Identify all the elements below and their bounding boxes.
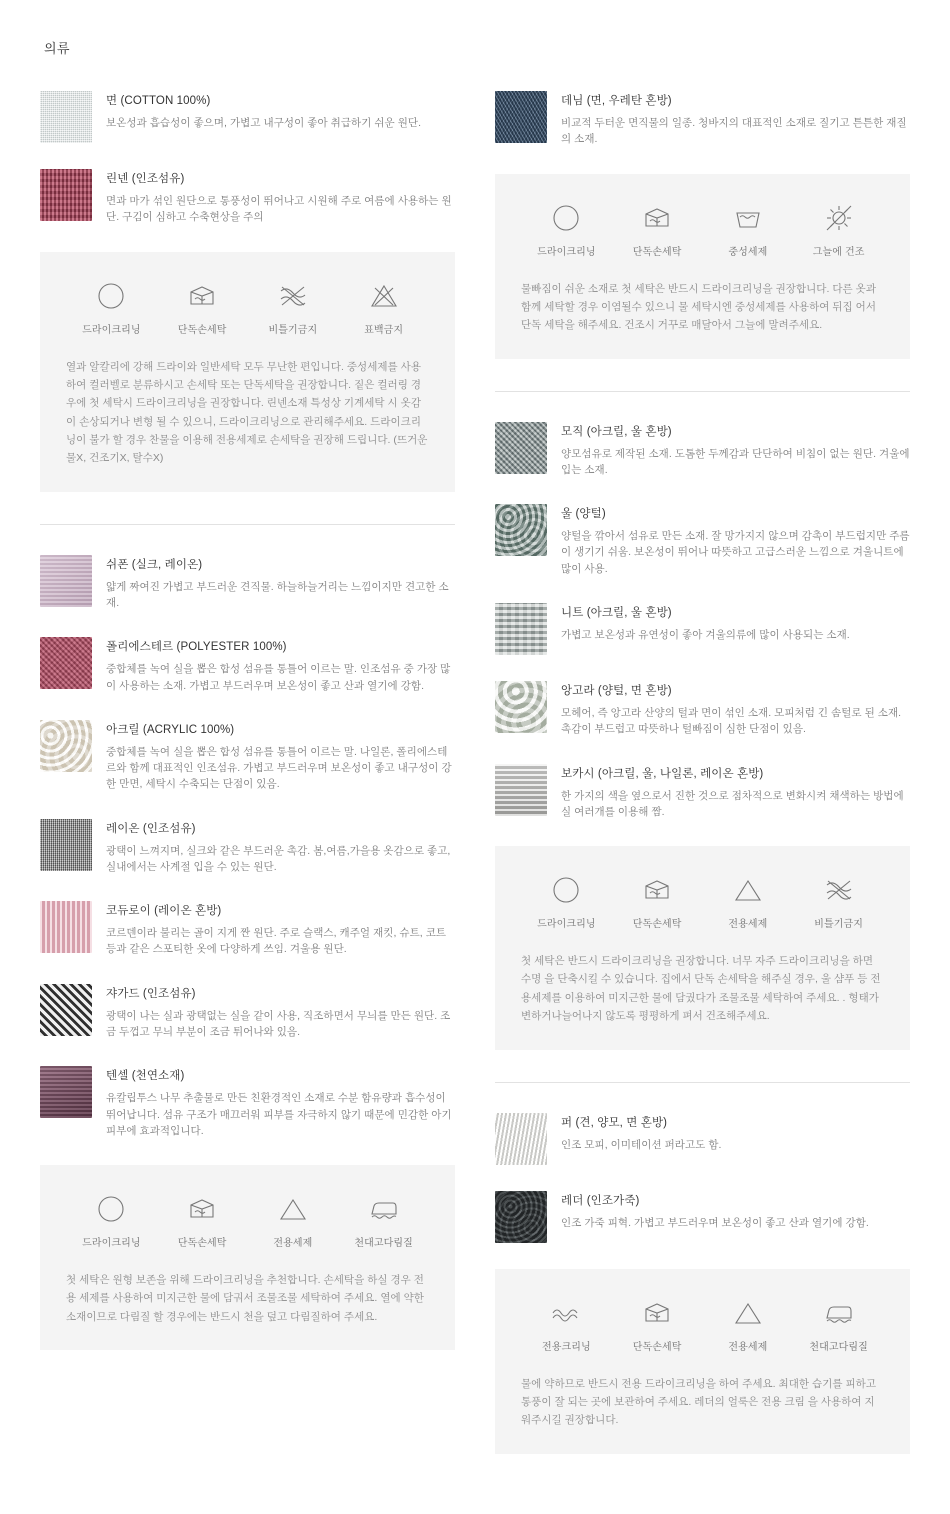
fabric-name: 폴리에스테르 (POLYESTER 100%) bbox=[106, 641, 287, 654]
care-icon-dry-clean bbox=[526, 872, 606, 930]
care-icon-label: 단독손세탁 bbox=[632, 246, 682, 258]
care-icon-dry-clean bbox=[71, 278, 151, 336]
care-icon-label: 표백금지 bbox=[364, 324, 404, 336]
care-panel-denim bbox=[495, 174, 910, 359]
care-icon-iron-with-cloth bbox=[344, 1191, 424, 1249]
shade-dry-icon bbox=[799, 200, 879, 236]
fabric-entry-tencel bbox=[40, 1066, 455, 1139]
swatch-rayon bbox=[40, 819, 92, 871]
hand-wash-icon bbox=[162, 1191, 242, 1227]
swatch-leather bbox=[495, 1191, 547, 1243]
care-icon-row bbox=[521, 1295, 884, 1353]
care-icon-label: 비틀기금지 bbox=[814, 919, 864, 931]
care-icon-no-bleach bbox=[344, 278, 424, 336]
swatch-bokashi bbox=[495, 764, 547, 816]
swatch-cotton bbox=[40, 91, 92, 143]
fabric-desc: 광택이 나는 실과 광택없는 실을 같이 사용, 직조하면서 무늬를 만든 원단. 조금 두껍고 무늬 부분이 조금 튀어나와 있음. bbox=[106, 1009, 451, 1038]
fabric-name: 텐셀 (천연소재) bbox=[106, 1070, 185, 1083]
fabric-desc: 모헤어, 즉 앙고라 산양의 털과 면이 섞인 소재. 모피처럼 긴 솜털로 된 소재. 촉감이 부드럽고 따뜻하나 털빠짐이 심한 단점이 있음. bbox=[561, 706, 902, 736]
neutral-detergent-icon bbox=[708, 200, 788, 236]
iron-with-cloth-icon bbox=[344, 1191, 424, 1227]
care-icon-label: 드라이크리닝 bbox=[82, 1238, 141, 1250]
fabric-desc: 인조 가죽 피혁. 가볍고 부드러우며 보온성이 좋고 산과 열기에 강함. bbox=[561, 1216, 869, 1229]
special-detergent-icon bbox=[708, 1295, 788, 1331]
page-title: 의류 bbox=[44, 41, 71, 56]
section-divider bbox=[495, 1082, 910, 1083]
care-icon-label: 드라이크리닝 bbox=[537, 246, 596, 258]
care-icon-hand-wash bbox=[617, 200, 697, 258]
care-panel-leather bbox=[495, 1269, 910, 1454]
fabric-desc: 가볍고 보온성과 유연성이 좋아 겨울의류에 많이 사용되는 소재. bbox=[561, 628, 850, 641]
care-icon-special-cleaning bbox=[526, 1295, 606, 1353]
dry-clean-icon bbox=[526, 200, 606, 236]
hand-wash-icon bbox=[617, 872, 697, 908]
care-panel-cotton-linen bbox=[40, 252, 455, 492]
care-icon-dry-clean bbox=[526, 200, 606, 258]
care-note: 열과 알칼리에 강해 드라이와 일반세탁 모두 무난한 편입니다. 중성세제를 사용하여 컬러벨로 분류하시고 손세탁 또는 단독세탁을 권장합니다. 짙은 컬러링 경우에 첫 세탁시 드라이크리닝을 권장합니다. 린넨소재 특성상 기계세탁 시 옷감이 손상되거나 변형 될 수 있으니, 드라이크리닝으로 관리해주세요. 드라이크리닝이 불가 할 경우 찬물을 이용해 전용세제로 손세탁을 권장해 드립니다. (뜨거운물X, 건조기X, 탈수X) bbox=[66, 360, 428, 465]
fabric-desc: 광택이 느껴지며, 실크와 같은 부드러운 촉감. 봄,여름,가을용 옷감으로 좋고, 실내에서는 사계절 입을 수 있는 원단. bbox=[106, 844, 451, 873]
swatch-linen bbox=[40, 169, 92, 221]
care-icon-neutral-detergent bbox=[708, 200, 788, 258]
hand-wash-icon bbox=[617, 1295, 697, 1331]
fabric-name: 데님 (면, 우레탄 혼방) bbox=[561, 95, 672, 107]
special-detergent-icon bbox=[708, 872, 788, 908]
care-icon-hand-wash bbox=[617, 872, 697, 930]
care-icon-special-detergent bbox=[708, 872, 788, 930]
care-icon-special-detergent bbox=[253, 1191, 333, 1249]
dry-clean-icon bbox=[71, 1191, 151, 1227]
fabric-name: 퍼 (견, 양모, 면 혼방) bbox=[561, 1116, 668, 1129]
care-icon-label: 천대고다림질 bbox=[354, 1238, 413, 1250]
fabric-desc: 얇게 짜여진 가볍고 부드러운 견직물. 하늘하늘거리는 느낌이지만 견고한 소재. bbox=[106, 580, 449, 610]
fabric-name: 니트 (아크릴, 울 혼방) bbox=[561, 606, 672, 619]
fabric-desc: 중합체를 녹여 실을 뽑은 합성 섬유를 통틀어 이르는 말. 나일론, 폴리에스테르와 함께 대표적인 인조섬유. 가볍고 부드러우며 보온성이 좋고 내구성이 강한 만면, 세탁시 수축되는 단점이 있음. bbox=[106, 745, 452, 791]
fabric-name: 쟈가드 (인조섬유) bbox=[106, 987, 196, 1000]
special-detergent-icon bbox=[253, 1191, 333, 1227]
fabric-entry-linen bbox=[40, 169, 455, 226]
fabric-name: 울 (양털) bbox=[561, 508, 606, 521]
fabric-name: 레더 (인조가죽) bbox=[561, 1194, 640, 1207]
care-icon-label: 드라이크리닝 bbox=[82, 324, 141, 336]
fabric-entry-wool bbox=[495, 504, 910, 577]
fabric-desc: 유칼립투스 나무 추출물로 만든 친환경적인 소재로 수분 함유량과 흡수성이 뛰어납니다. 섬유 구조가 매끄러워 피부를 자극하지 않기 때문에 민감한 아기 피부에 효과적입니다. bbox=[106, 1092, 452, 1137]
care-note: 첫 세탁은 원형 보존을 위해 드라이크리닝을 추천합니다. 손세탁을 하실 경우 전용 세제를 사용하여 미지근한 물에 담궈서 조물조물 세탁하여 주세요. 열에 약한 소재이므로 다림질 할 경우에는 반드시 천을 덮고 다림질하여 주세요. bbox=[66, 1274, 424, 1323]
care-icon-label: 단독손세탁 bbox=[632, 919, 682, 931]
hand-wash-icon bbox=[162, 278, 242, 314]
care-icon-no-twist bbox=[799, 872, 879, 930]
care-icon-label: 중성세제 bbox=[728, 246, 768, 258]
care-icon-label: 비틀기금지 bbox=[268, 324, 318, 336]
care-icon-label: 천대고다림질 bbox=[809, 1341, 868, 1353]
care-icon-row bbox=[521, 200, 884, 258]
fabric-entry-corduroy bbox=[40, 901, 455, 958]
fabric-desc: 인조 모피, 이미테이션 퍼라고도 함. bbox=[561, 1138, 722, 1151]
fabric-desc: 양털을 깎아서 섬유로 만든 소재. 잘 망가지지 않으며 감촉이 부드럽지만 주름이 생기기 쉬움. 보온성이 뛰어나 따뜻하고 고급스러운 느낌으로 겨울니트에 많이 사용. bbox=[561, 530, 910, 575]
care-icon-hand-wash bbox=[162, 278, 242, 336]
care-panel-wool bbox=[495, 846, 910, 1050]
care-icon-hand-wash bbox=[617, 1295, 697, 1353]
care-icon-shade-dry bbox=[799, 200, 879, 258]
fabric-entry-cotton bbox=[40, 91, 455, 143]
care-note: 첫 세탁은 반드시 드라이크리닝을 권장합니다. 너무 자주 드라이크리닝을 하면 수명 을 단축시킬 수 있습니다. 집에서 단독 손세탁을 해주실 경우, 울 샴푸 등 전용세제를 이용하여 미지근한 물에 담궜다가 조물조물 세탁하여 주세요. . 형태가 변하거나늘어나지 않도록 평평하게 펴서 건조해주세요. bbox=[521, 955, 881, 1023]
dry-clean-icon bbox=[526, 872, 606, 908]
swatch-chiffon bbox=[40, 555, 92, 607]
no-twist-icon bbox=[253, 278, 333, 314]
care-icon-label: 단독손세탁 bbox=[177, 1238, 227, 1250]
section-divider bbox=[40, 524, 455, 525]
swatch-wool bbox=[495, 504, 547, 556]
care-icon-dry-clean bbox=[71, 1191, 151, 1249]
dry-clean-icon bbox=[71, 278, 151, 314]
care-icon-special-detergent bbox=[708, 1295, 788, 1353]
care-icon-label: 드라이크리닝 bbox=[537, 919, 596, 931]
swatch-tencel bbox=[40, 1066, 92, 1118]
fabric-name: 면 (COTTON 100%) bbox=[106, 95, 211, 107]
care-icon-no-twist bbox=[253, 278, 333, 336]
care-icon-iron-with-cloth bbox=[799, 1295, 879, 1353]
fabric-entry-wool-fabric bbox=[495, 422, 910, 479]
care-panel-synthetic bbox=[40, 1165, 455, 1350]
care-icon-label: 단독손세탁 bbox=[632, 1341, 682, 1353]
fabric-entry-knit bbox=[495, 603, 910, 655]
care-icon-label: 그늘에 건조 bbox=[812, 246, 865, 258]
fabric-desc: 코르덴이라 불리는 골이 지게 짠 원단. 주로 슬랙스, 캐주얼 재킷, 슈트, 코트 등과 같은 스포티한 옷에 다양하게 쓰임. 겨울용 원단. bbox=[106, 927, 447, 956]
care-icon-label: 전용세제 bbox=[728, 919, 768, 931]
fabric-name: 쉬폰 (실크, 레이온) bbox=[106, 558, 203, 571]
swatch-fur bbox=[495, 1113, 547, 1165]
fabric-entry-polyester bbox=[40, 637, 455, 694]
no-bleach-icon bbox=[344, 278, 424, 314]
no-twist-icon bbox=[799, 872, 879, 908]
hand-wash-icon bbox=[617, 200, 697, 236]
care-icon-row bbox=[521, 872, 884, 930]
iron-with-cloth-icon bbox=[799, 1295, 879, 1331]
fabric-entry-chiffon bbox=[40, 555, 455, 612]
swatch-wool-fabric bbox=[495, 422, 547, 474]
swatch-denim bbox=[495, 91, 547, 143]
fabric-entry-leather bbox=[495, 1191, 910, 1243]
care-icon-label: 전용크리닝 bbox=[541, 1341, 591, 1353]
swatch-corduroy bbox=[40, 901, 92, 953]
fabric-desc: 한 가지의 색을 옆으로서 진한 것으로 점차적으로 변화시켜 채색하는 방법에 실 여러개를 이용해 짬. bbox=[561, 789, 904, 818]
fabric-entry-acrylic bbox=[40, 720, 455, 793]
fabric-desc: 중합체를 녹여 실을 뽑은 합성 섬유를 통틀어 이르는 말. 인조섬유 중 가장 많이 사용하는 소재. 가볍고 부드러우며 보온성이 좋고 산과 열기에 강함. bbox=[106, 663, 451, 692]
fabric-name: 아크릴 (ACRYLIC 100%) bbox=[106, 723, 235, 736]
swatch-acrylic bbox=[40, 720, 92, 772]
fabric-name: 앙고라 (양털, 면 혼방) bbox=[561, 684, 672, 697]
fabric-name: 린넨 (인조섬유) bbox=[106, 173, 185, 185]
fabric-name: 레이온 (인조섬유) bbox=[106, 822, 196, 835]
swatch-knit bbox=[495, 603, 547, 655]
care-icon-label: 단독손세탁 bbox=[177, 324, 227, 336]
care-icon-row bbox=[66, 1191, 429, 1249]
swatch-jacquard bbox=[40, 984, 92, 1036]
fabric-entry-bokashi bbox=[495, 764, 910, 821]
fabric-desc: 보온성과 흡습성이 좋으며, 가볍고 내구성이 좋아 취급하기 쉬운 원단. bbox=[106, 117, 422, 129]
fabric-name: 보카시 (아크릴, 울, 나일론, 레이온 혼방) bbox=[561, 767, 764, 780]
fabric-desc: 양모섬유로 제작된 소재. 도톰한 두께감과 단단하여 비침이 없는 원단. 겨울에 입는 소재. bbox=[561, 447, 910, 476]
fabric-name: 코듀로이 (레이온 혼방) bbox=[106, 905, 222, 918]
special-cleaning-icon bbox=[526, 1295, 606, 1331]
fabric-entry-jacquard bbox=[40, 984, 455, 1041]
fabric-desc: 비교적 두터운 면직물의 일종. 청바지의 대표적인 소재로 질기고 튼튼한 재질의 소재. bbox=[561, 117, 907, 146]
care-icon-label: 전용세제 bbox=[273, 1238, 313, 1250]
fabric-entry-rayon bbox=[40, 819, 455, 876]
left-column bbox=[40, 91, 455, 1380]
care-note: 물에 약하므로 반드시 전용 드라이크리닝을 하여 주세요. 최대한 습기를 피하고 통풍이 잘 되는 곳에 보관하여 주세요. 레더의 얼룩은 전용 크림 을 사용하여 지워주시길 권장합니다. bbox=[521, 1377, 877, 1427]
fabric-desc: 면과 마가 섞인 원단으로 통풍성이 뛰어나고 시원해 주로 여름에 사용하는 원단. 구김이 심하고 수축현상을 주의 bbox=[106, 195, 452, 224]
swatch-polyester bbox=[40, 637, 92, 689]
care-icon-label: 전용세제 bbox=[728, 1341, 768, 1353]
two-column-layout bbox=[40, 91, 910, 1484]
right-column bbox=[495, 91, 910, 1484]
section-divider bbox=[495, 391, 910, 392]
fabric-entry-angora bbox=[495, 681, 910, 738]
swatch-angora bbox=[495, 681, 547, 733]
care-icon-hand-wash bbox=[162, 1191, 242, 1249]
fabric-entry-fur bbox=[495, 1113, 910, 1165]
fabric-name: 모직 (아크릴, 울 혼방) bbox=[561, 425, 672, 438]
care-icon-row bbox=[66, 278, 429, 336]
care-note: 물빠짐이 쉬운 소재로 첫 세탁은 반드시 드라이크리닝을 권장합니다. 다른 옷과 함께 세탁할 경우 이염될수 있으니 물 세탁시엔 중성세제를 사용하여 뒤집 어서 단독 세탁을 해주세요. 건조시 거꾸로 매달아서 그늘에 말려주세요. bbox=[521, 282, 877, 332]
fabric-entry-denim bbox=[495, 91, 910, 148]
